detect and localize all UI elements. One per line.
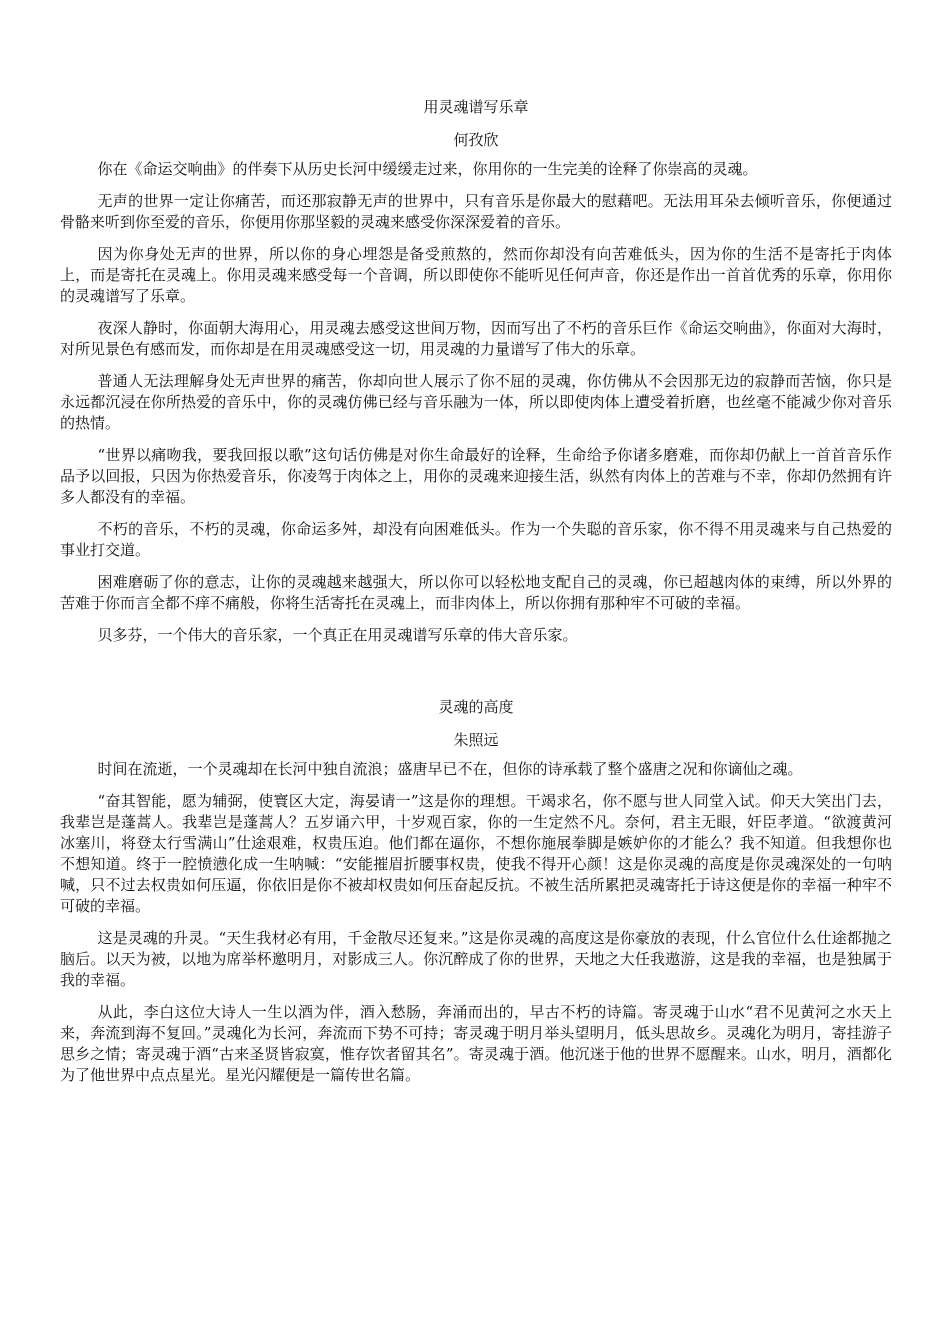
paragraph: 因为你身处无声的世界，所以你的身心埋怨是备受煎熬的，然而你却没有向苦难低头，因为你的生活不是寄托于肉体上，而是寄托在灵魂上。你用灵魂来感受每一个音调，所以即使你不能听见任何声音，你还是作出一首首优秀的乐章，你用你的灵魂谱写了乐章。 (60, 245, 892, 305)
paragraph: 不朽的音乐，不朽的灵魂，你命运多舛，却没有向困难低头。作为一个失聪的音乐家，你不得不用灵魂来与自己热爱的事业打交道。 (60, 520, 892, 559)
essay-author: 何孜欣 (453, 131, 499, 149)
paragraph: 时间在流逝，一个灵魂却在长河中独自流浪；盛唐早已不在，但你的诗承载了整个盛唐之况和你谪仙之魂。 (97, 760, 803, 778)
paragraph: 从此，李白这位大诗人一生以酒为伴，酒入愁肠，奔涌而出的，早古不朽的诗篇。寄灵魂于山水“君不见黄河之水天上来，奔流到海不复回。”灵魂化为长河，奔流而下势不可持；寄灵魂于明月举头望明月，低头思故乡。灵魂化为明月，寄挂游子思乡之情；寄灵魂于酒“古来圣贤皆寂寞，惟存饮者留其名”。寄灵魂于酒。他沉迷于他的世界不愿醒来。山水，明月，酒都化为了他世界中点点星光。星光闪耀便是一篇传世名篇。 (60, 1003, 892, 1084)
essay-2 (60, 696, 892, 1086)
essay-title: 用灵魂谱写乐章 (423, 98, 529, 116)
paragraph: 贝多芬，一个伟大的音乐家，一个真正在用灵魂谱写乐章的伟大音乐家。 (97, 626, 578, 644)
essay-title: 灵魂的高度 (438, 698, 514, 716)
paragraph: “奋其智能，愿为辅弼，使寰区大定，海晏请一”这是你的理想。干竭求名，你不愿与世人同堂入试。仰天大笑出门去，我辈岂是蓬蒿人。我辈岂是蓬蒿人？五岁诵六甲，十岁观百家，你的一生定然不凡。奈何，君主无眼，奸臣孝道。“欲渡黄河冰塞川，将登太行雪满山”仕途艰难，权贵压迫。他们都在逼你，不想你施展拳脚是嫉妒你的才能么？我不知道。但我想你也不想知道。终于一腔愤懑化成一生呐喊：“安能摧眉折腰事权贵，使我不得开心颜！这是你灵魂的高度是你灵魂深处的一句呐喊，只不过去权贵如何压逼，你依旧是你不被却权贵如何压奋起反抗。不被生活所累把灵魂寄托于诗这便是你的幸福一种牢不可破的幸福。 (60, 792, 892, 915)
paragraph: 普通人无法理解身处无声世界的痛苦，你却向世人展示了你不屈的灵魂，你仿佛从不会因那无边的寂静而苦恼，你只是永远都沉浸在你所热爱的音乐中，你的灵魂仿佛已经与音乐融为一体，所以即使肉体上遭受着折磨，也丝毫不能减少你对音乐的热情。 (60, 372, 892, 432)
paragraph: 困难磨砺了你的意志，让你的灵魂越来越强大，所以你可以轻松地支配自己的灵魂，你已超越肉体的束缚，所以外界的苦难于你而言全都不痒不痛般，你将生活寄托在灵魂上，而非肉体上，所以你拥有那种牢不可破的幸福。 (60, 573, 892, 612)
paragraph: 你在《命运交响曲》的伴奏下从历史长河中缓缓走过来，你用你的一生完美的诠释了你崇高的灵魂。 (97, 160, 758, 178)
paragraph: 这是灵魂的升灵。“天生我材必有用，千金散尽还复来。”这是你灵魂的高度这是你豪放的表现，什么官位什么仕途都抛之脑后。以天为被，以地为席举杯邀明月，对影成三人。你沉醉成了你的世界，天地之大任我遨游，这是我的幸福，也是独属于我的幸福。 (60, 929, 892, 989)
paragraph: 夜深人静时，你面朝大海用心，用灵魂去感受这世间万物，因而写出了不朽的音乐巨作《命运交响曲》，你面对大海时，对所见景色有感而发，而你却是在用灵魂感受这一切，用灵魂的力量谱写了伟大的乐章。 (60, 319, 892, 358)
paragraph: 无声的世界一定让你痛苦，而还那寂静无声的世界中，只有音乐是你最大的慰藉吧。无法用耳朵去倾听音乐，你便通过骨骼来听到你至爱的音乐，你便用你那坚毅的灵魂来感受你深深爱着的音乐。 (60, 192, 892, 231)
essay-author: 朱照远 (453, 731, 499, 749)
document-page (60, 96, 892, 1097)
essay-1 (60, 96, 892, 646)
paragraph: “世界以痛吻我，要我回报以歌”这句话仿佛是对你生命最好的诠释，生命给予你诸多磨难，而你却仍献上一首首音乐作品予以回报，只因为你热爱音乐，你凌驾于肉体之上，用你的灵魂来迎接生活，纵然有肉体上的苦难与不幸，你却仍然拥有许多人都没有的幸福。 (60, 446, 892, 506)
